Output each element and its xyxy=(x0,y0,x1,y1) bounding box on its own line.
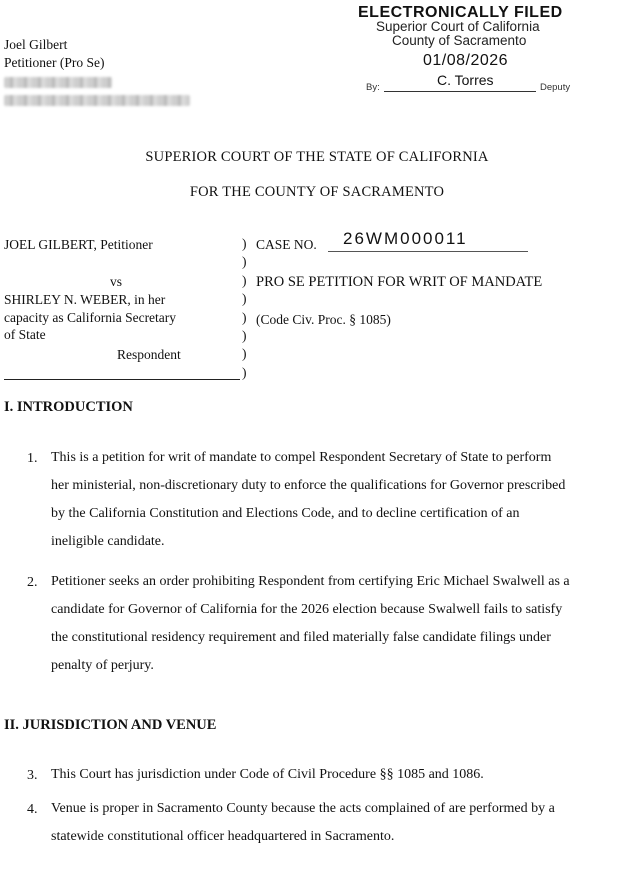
paragraph-line: This Court has jurisdiction under Code of Civil Procedure §§ 1085 and 1086. xyxy=(51,767,484,782)
paragraph-line: Venue is proper in Sacramento County because the acts complained of are performed by a xyxy=(51,801,555,816)
court-heading-line-1: SUPERIOR COURT OF THE STATE OF CALIFORNIA xyxy=(145,149,489,165)
paragraph-number: 3. xyxy=(27,768,38,783)
stamp-court: Superior Court of California xyxy=(376,19,540,34)
paragraph-line: penalty of perjury. xyxy=(51,658,154,673)
section-heading-introduction: I. INTRODUCTION xyxy=(4,399,133,415)
stamp-signature-line xyxy=(384,91,536,92)
stamp-signature: C. Torres xyxy=(437,72,494,88)
stamp-by-label: By: xyxy=(366,82,380,93)
paragraph-2 xyxy=(51,568,631,680)
paragraph-line: her ministerial, non-discretionary duty to enforce the qualifications for Governor prescribed xyxy=(51,478,566,493)
case-number-line xyxy=(328,251,528,252)
caption-respondent-line-3: of State xyxy=(4,327,46,342)
stamp-deputy-label: Deputy xyxy=(540,82,571,93)
case-number-label: CASE NO. xyxy=(256,237,317,252)
paragraph-number: 1. xyxy=(27,451,38,466)
redacted-address-line-1 xyxy=(4,77,112,88)
paragraph-3 xyxy=(51,761,631,789)
paragraph-line: ineligible candidate. xyxy=(51,534,165,549)
paragraph-number: 2. xyxy=(27,575,38,590)
petitioner-name: Joel Gilbert xyxy=(4,37,68,52)
caption-respondent-line-2: capacity as California Secretary xyxy=(4,310,177,325)
code-citation: (Code Civ. Proc. § 1085) xyxy=(256,312,391,327)
stamp-county: County of Sacramento xyxy=(392,33,527,48)
paragraph-4 xyxy=(51,795,631,851)
case-number-value: 26WM000011 xyxy=(343,229,468,248)
document-title: PRO SE PETITION FOR WRIT OF MANDATE xyxy=(256,274,543,290)
paragraph-line: This is a petition for writ of mandate to compel Respondent Secretary of State to perform xyxy=(51,450,552,465)
caption-respondent-line-1: SHIRLEY N. WEBER, in her xyxy=(4,292,166,307)
caption-respondent-label: Respondent xyxy=(117,347,181,362)
stamp-date: 01/08/2026 xyxy=(423,52,509,69)
paragraph-line: Petitioner seeks an order prohibiting Respondent from certifying Eric Michael Swalwell as a xyxy=(51,574,570,589)
section-heading-jurisdiction: II. JURISDICTION AND VENUE xyxy=(4,717,217,733)
stamp-title: ELECTRONICALLY FILED xyxy=(358,4,563,21)
caption-vs: vs xyxy=(110,274,123,289)
court-heading-line-2: FOR THE COUNTY OF SACRAMENTO xyxy=(189,184,445,200)
paragraph-1 xyxy=(51,444,631,556)
redacted-address-line-2 xyxy=(4,95,190,106)
paragraph-line: statewide constitutional officer headquartered in Sacramento. xyxy=(51,829,395,844)
caption-underline xyxy=(4,379,240,380)
paragraph-line: the constitutional residency requirement and filed materially false candidate filings under xyxy=(51,630,551,645)
paragraph-number: 4. xyxy=(27,802,38,817)
petitioner-role: Petitioner (Pro Se) xyxy=(4,55,105,70)
caption-petitioner: JOEL GILBERT, Petitioner xyxy=(4,237,153,252)
caption-paren-column: ) ) ) ) ) ) ) ) xyxy=(242,236,247,380)
paragraph-line: by the California Constitution and Elections Code, and to decline certification of an xyxy=(51,506,520,521)
paragraph-line: candidate for Governor of California for the 2026 election because Swalwell fails to satisfy xyxy=(51,602,563,617)
